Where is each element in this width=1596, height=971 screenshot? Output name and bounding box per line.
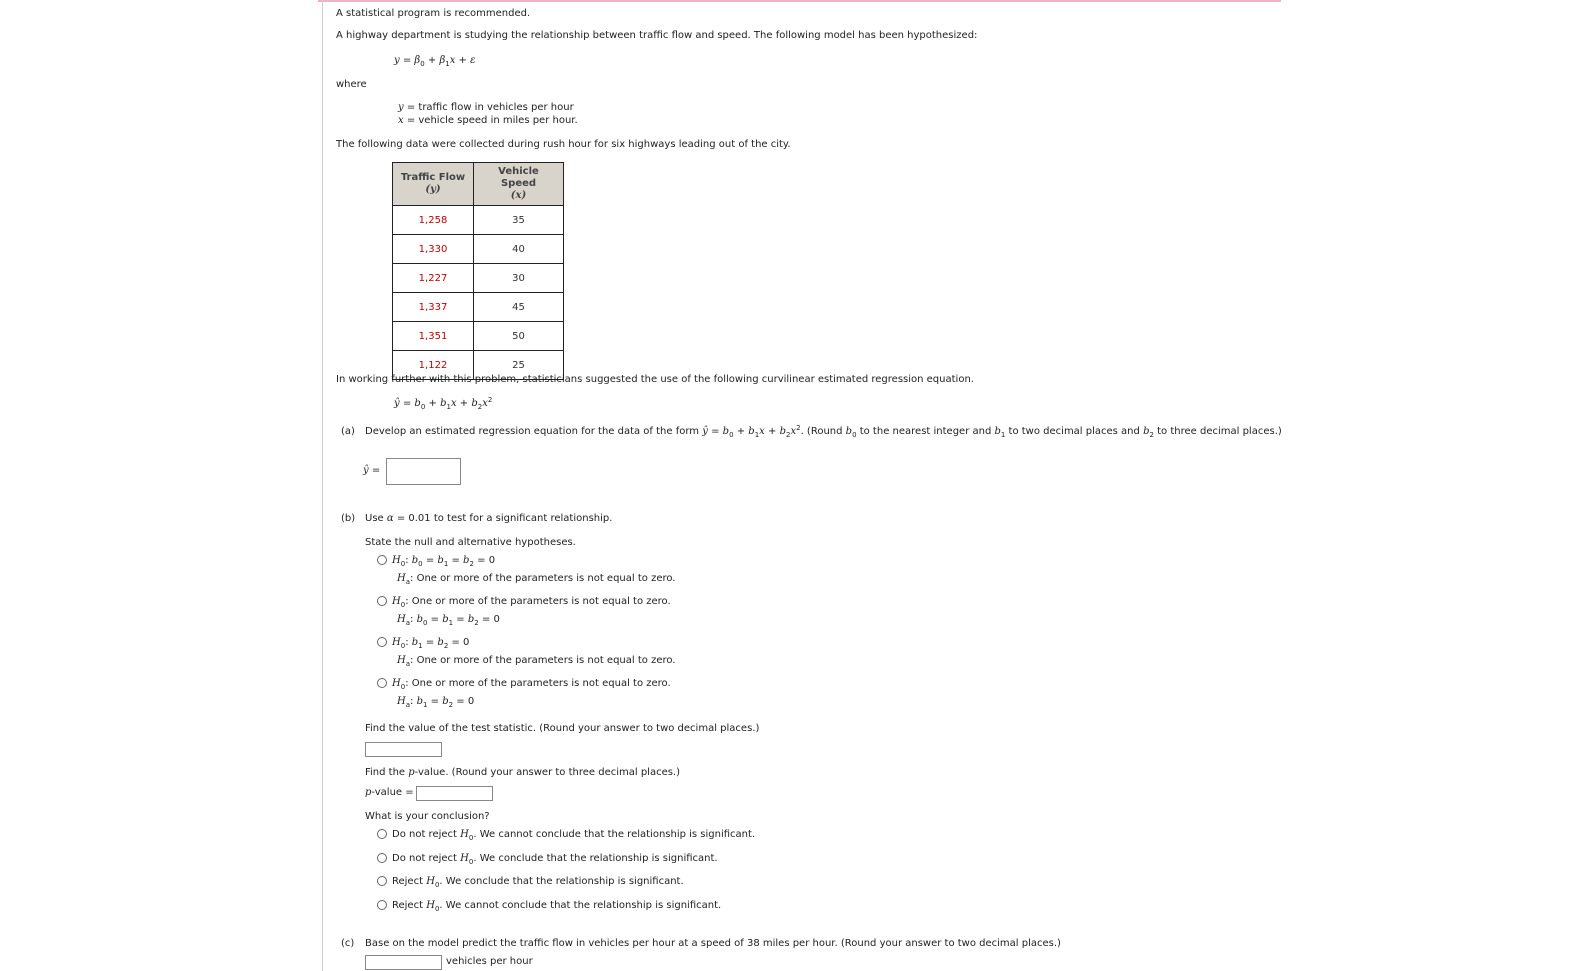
header-traffic-flow: Traffic Flow (y) — [393, 163, 474, 206]
curvilinear-equation: ŷ = $b_0 + b_1x + b_2x^2$ — [394, 396, 493, 411]
table-header-row — [393, 163, 564, 206]
hypothesis-option-1-radio[interactable] — [377, 555, 387, 565]
curvilinear-intro: In working further with this problem, statisticians suggested the use of the following curvilinear estimated regression equation. — [336, 374, 974, 385]
table-row — [393, 264, 564, 293]
hypotheses-prompt: State the null and alternative hypotheses. — [365, 537, 576, 548]
yhat-answer-label: ŷ = — [363, 465, 381, 476]
vehicle-speed-cell: 50 — [474, 322, 564, 351]
conclusion-option-3-radio[interactable] — [377, 876, 387, 886]
x-definition: x = vehicle speed in miles per hour. — [398, 115, 578, 126]
problem-statement: A highway department is studying the relationship between traffic flow and speed. The following model has been hypothesized: — [336, 30, 978, 41]
hypothesis-option-1-null: $H_0$: $b_0 = b_1 = b_2 = 0$ — [392, 555, 496, 568]
vehicle-speed-cell: 25 — [474, 351, 564, 380]
conclusion-option-2-text: Do not reject $H_0$. We conclude that the relationship is significant. — [392, 853, 718, 866]
hypothesis-option-4-null: $H_0$: One or more of the parameters is not equal to zero. — [392, 678, 671, 691]
hypothesis-option-3-null: $H_0$: $b_1 = b_2 = 0$ — [392, 637, 470, 650]
hypothesis-option-4-alt: $H_a$: $b_1 = b_2 = 0$ — [397, 696, 475, 709]
traffic-flow-cell: 1,122 — [393, 351, 474, 380]
test-statistic-input[interactable] — [365, 742, 442, 757]
data-intro-text: The following data were collected during rush hour for six highways leading out of the city. — [336, 139, 791, 150]
table-row — [393, 206, 564, 235]
conclusion-option-4-radio[interactable] — [377, 900, 387, 910]
traffic-flow-cell: 1,330 — [393, 235, 474, 264]
table-row — [393, 235, 564, 264]
table-row — [393, 322, 564, 351]
hypothesized-model: $y = \beta_0 + \beta_1x + \varepsilon$ — [394, 55, 476, 68]
part-a-instruction: Develop an estimated regression equation for the data of the form ŷ = $b_0 + b_1x + b_2x^2$. (Round $b_0$ to the nearest integer and $b_1$ to two decimal places and $b_2$ to three decimal places.) — [365, 424, 1282, 439]
hypothesis-option-2-alt: $H_a$: $b_0 = b_1 = b_2 = 0$ — [397, 614, 500, 627]
traffic-flow-cell: 1,351 — [393, 322, 474, 351]
data-table — [392, 162, 564, 380]
test-statistic-prompt: Find the value of the test statistic. (Round your answer to two decimal places.) — [365, 723, 760, 734]
hypothesis-option-4-radio[interactable] — [377, 678, 387, 688]
part-b-label: (b) — [341, 513, 356, 524]
hypothesis-option-2-null: $H_0$: One or more of the parameters is not equal to zero. — [392, 596, 671, 609]
vehicle-speed-cell: 40 — [474, 235, 564, 264]
p-value-label: p-value = — [365, 787, 414, 798]
recommendation-text: A statistical program is recommended. — [336, 8, 531, 19]
conclusion-option-4-text: Reject $H_0$. We cannot conclude that the relationship is significant. — [392, 900, 722, 913]
p-value-prompt: Find the p-value. (Round your answer to three decimal places.) — [365, 767, 681, 778]
hypothesis-option-3-alt: $H_a$: One or more of the parameters is not equal to zero. — [397, 655, 676, 668]
part-a-label: (a) — [341, 426, 355, 437]
vehicles-per-hour-unit: vehicles per hour — [446, 956, 533, 967]
vehicle-speed-cell: 45 — [474, 293, 564, 322]
part-b-instruction: Use α = 0.01 to test for a significant relationship. — [365, 513, 613, 524]
p-value-input[interactable] — [416, 786, 493, 801]
conclusion-option-2-radio[interactable] — [377, 853, 387, 863]
traffic-flow-cell: 1,227 — [393, 264, 474, 293]
table-row — [393, 293, 564, 322]
traffic-flow-cell: 1,258 — [393, 206, 474, 235]
hypothesis-option-2-radio[interactable] — [377, 596, 387, 606]
content-left-border — [322, 0, 323, 971]
conclusion-prompt: What is your conclusion? — [365, 811, 490, 822]
top-border — [318, 0, 1281, 2]
part-c-instruction: Base on the model predict the traffic flow in vehicles per hour at a speed of 38 miles per hour. (Round your answer to two decimal places.) — [365, 938, 1061, 949]
y-definition: y = traffic flow in vehicles per hour — [398, 102, 574, 113]
predicted-traffic-flow-input[interactable] — [365, 955, 442, 970]
vehicle-speed-cell: 35 — [474, 206, 564, 235]
regression-equation-input[interactable] — [386, 458, 461, 485]
hypothesis-option-3-radio[interactable] — [377, 637, 387, 647]
conclusion-option-3-text: Reject $H_0$. We conclude that the relationship is significant. — [392, 876, 684, 889]
conclusion-option-1-radio[interactable] — [377, 829, 387, 839]
where-label: where — [336, 79, 367, 90]
part-c-label: (c) — [341, 938, 355, 949]
vehicle-speed-cell: 30 — [474, 264, 564, 293]
header-vehicle-speed: Vehicle Speed (x) — [474, 163, 564, 206]
traffic-flow-cell: 1,337 — [393, 293, 474, 322]
hypothesis-option-1-alt: $H_a$: One or more of the parameters is not equal to zero. — [397, 573, 676, 586]
conclusion-option-1-text: Do not reject $H_0$. We cannot conclude that the relationship is significant. — [392, 829, 756, 842]
